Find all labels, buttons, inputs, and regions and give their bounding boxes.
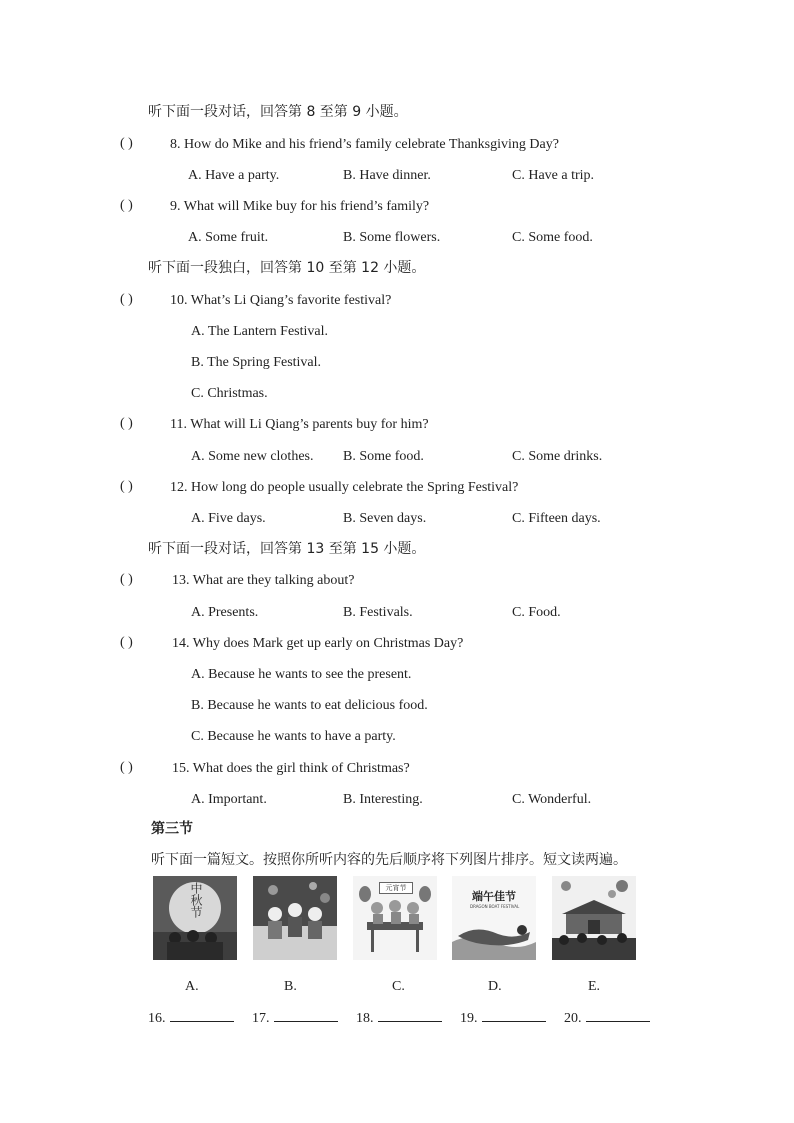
q8-option-c: C. Have a trip. bbox=[512, 168, 595, 183]
question-8: 8. How do Mike and his friend’s family celebrate Thanksgiving Day? bbox=[170, 137, 559, 152]
answer-20 bbox=[564, 1009, 650, 1028]
q13-option-a: A. Presents. bbox=[191, 605, 259, 620]
answer-18-number: 18. bbox=[356, 1011, 374, 1026]
q11-option-a: A. Some new clothes. bbox=[191, 449, 314, 464]
answer-17-number: 17. bbox=[252, 1011, 270, 1026]
section-intro-8-9: 听下面一段对话，回答第 8 至第 9 小题。 bbox=[148, 104, 408, 120]
part3-title: 第三节 bbox=[151, 821, 193, 837]
answer-blank-19[interactable] bbox=[482, 1009, 546, 1022]
answer-bracket-14[interactable]: ( ) bbox=[120, 635, 133, 650]
answer-19 bbox=[460, 1009, 546, 1028]
answer-18 bbox=[356, 1009, 442, 1028]
question-9: 9. What will Mike buy for his friend’s family? bbox=[170, 199, 430, 214]
picture-a-text: 中秋节 bbox=[189, 882, 203, 918]
q11-option-b: B. Some food. bbox=[343, 449, 424, 464]
picture-d-dragon-boat bbox=[452, 876, 536, 960]
answer-17 bbox=[252, 1009, 338, 1028]
question-10: 10. What’s Li Qiang’s favorite festival? bbox=[170, 293, 392, 308]
picture-e-national-day bbox=[552, 876, 636, 960]
picture-c-text: 元宵节 bbox=[379, 882, 413, 894]
q9-option-c: C. Some food. bbox=[512, 230, 593, 245]
picture-b-children bbox=[253, 876, 337, 960]
answer-19-number: 19. bbox=[460, 1011, 478, 1026]
q12-option-c: C. Fifteen days. bbox=[512, 511, 601, 526]
picture-label-c: C. bbox=[392, 979, 405, 994]
question-11: 11. What will Li Qiang’s parents buy for him? bbox=[170, 417, 429, 432]
answer-20-number: 20. bbox=[564, 1011, 582, 1026]
answer-bracket-11[interactable]: ( ) bbox=[120, 416, 133, 431]
picture-c-family-dinner bbox=[353, 876, 437, 960]
answer-blank-20[interactable] bbox=[586, 1009, 650, 1022]
answer-16 bbox=[148, 1009, 234, 1028]
section-intro-10-12: 听下面一段独白，回答第 10 至第 12 小题。 bbox=[148, 260, 426, 276]
question-13: 13. What are they talking about? bbox=[172, 573, 355, 588]
picture-a-mid-autumn bbox=[153, 876, 237, 960]
part3-instruction: 听下面一篇短文。按照你所听内容的先后顺序将下列图片排序。短文读两遍。 bbox=[151, 852, 627, 868]
picture-label-a: A. bbox=[185, 979, 199, 994]
picture-label-e: E. bbox=[588, 979, 601, 994]
picture-d-subtext: DRAGON BOAT FESTIVAL bbox=[470, 904, 520, 909]
answer-blank-18[interactable] bbox=[378, 1009, 442, 1022]
q13-option-c: C. Food. bbox=[512, 605, 561, 620]
q13-option-b: B. Festivals. bbox=[343, 605, 413, 620]
answer-16-number: 16. bbox=[148, 1011, 166, 1026]
q10-option-c: C. Christmas. bbox=[191, 386, 268, 401]
q10-option-a: A. The Lantern Festival. bbox=[191, 324, 328, 339]
q14-option-c: C. Because he wants to have a party. bbox=[191, 729, 396, 744]
q10-option-b: B. The Spring Festival. bbox=[191, 355, 322, 370]
q14-option-a: A. Because he wants to see the present. bbox=[191, 667, 412, 682]
question-15: 15. What does the girl think of Christmas? bbox=[172, 761, 410, 776]
q12-option-a: A. Five days. bbox=[191, 511, 266, 526]
q9-option-b: B. Some flowers. bbox=[343, 230, 441, 245]
q15-option-a: A. Important. bbox=[191, 792, 267, 807]
answer-blank-17[interactable] bbox=[274, 1009, 338, 1022]
picture-d-text: 端午佳节 bbox=[472, 890, 516, 903]
q14-option-b: B. Because he wants to eat delicious food. bbox=[191, 698, 428, 713]
answer-bracket-15[interactable]: ( ) bbox=[120, 760, 133, 775]
answer-bracket-10[interactable]: ( ) bbox=[120, 292, 133, 307]
q12-option-b: B. Seven days. bbox=[343, 511, 427, 526]
answer-bracket-9[interactable]: ( ) bbox=[120, 198, 133, 213]
question-12: 12. How long do people usually celebrate the Spring Festival? bbox=[170, 480, 519, 495]
picture-label-b: B. bbox=[284, 979, 297, 994]
answer-bracket-8[interactable]: ( ) bbox=[120, 136, 133, 151]
picture-label-d: D. bbox=[488, 979, 502, 994]
answer-blank-16[interactable] bbox=[170, 1009, 234, 1022]
answer-bracket-13[interactable]: ( ) bbox=[120, 572, 133, 587]
q8-option-a: A. Have a party. bbox=[188, 168, 280, 183]
q15-option-b: B. Interesting. bbox=[343, 792, 423, 807]
question-14: 14. Why does Mark get up early on Christmas Day? bbox=[172, 636, 464, 651]
answer-bracket-12[interactable]: ( ) bbox=[120, 479, 133, 494]
q9-option-a: A. Some fruit. bbox=[188, 230, 269, 245]
q15-option-c: C. Wonderful. bbox=[512, 792, 592, 807]
q11-option-c: C. Some drinks. bbox=[512, 449, 603, 464]
section-intro-13-15: 听下面一段对话，回答第 13 至第 15 小题。 bbox=[148, 541, 426, 557]
q8-option-b: B. Have dinner. bbox=[343, 168, 431, 183]
